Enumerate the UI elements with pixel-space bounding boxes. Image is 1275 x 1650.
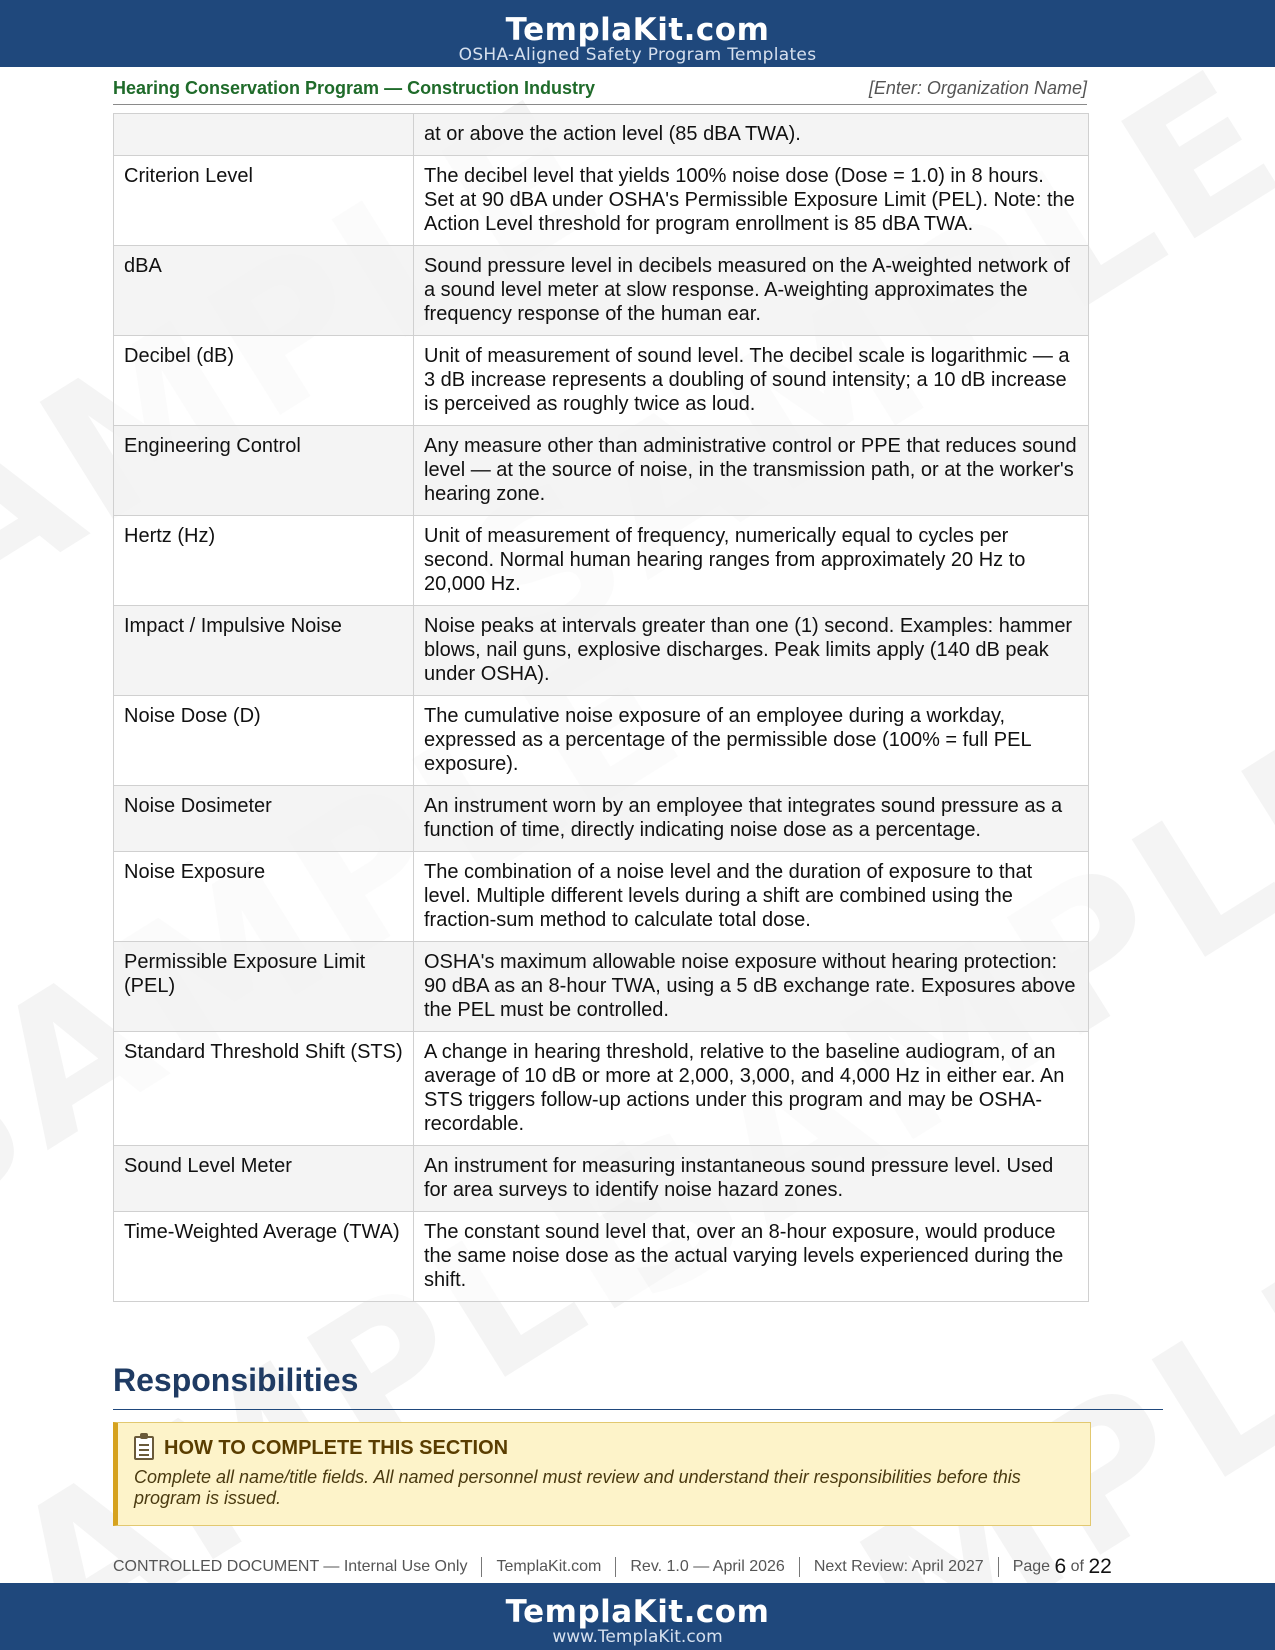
glossary-definition: Noise peaks at intervals greater than one (1) second. Examples: hammer blows, nail guns, explosive discharges. Peak limits apply (140 dB peak under OSHA). bbox=[414, 606, 1089, 696]
footer-divider bbox=[481, 1557, 482, 1577]
table-row bbox=[114, 246, 1089, 336]
document-header bbox=[113, 76, 1087, 105]
brand-title: TemplaKit.com bbox=[505, 12, 770, 48]
glossary-term: Decibel (dB) bbox=[114, 336, 414, 426]
how-to-heading-row bbox=[134, 1435, 1074, 1461]
table-row bbox=[114, 1032, 1089, 1146]
glossary-definition: The cumulative noise exposure of an employee during a workday, expressed as a percentage of the permissible dose (100% = full PEL exposure). bbox=[414, 696, 1089, 786]
glossary-definition: A change in hearing threshold, relative to the baseline audiogram, of an average of 10 dB or more at 2,000, 3,000, and 4,000 Hz in either ear. An STS triggers follow-up actions under this program and may be OSHA-recordable. bbox=[414, 1032, 1089, 1146]
footer-brand-title: TemplaKit.com bbox=[505, 1594, 770, 1630]
how-to-callout bbox=[113, 1422, 1091, 1526]
glossary-definition: at or above the action level (85 dBA TWA). bbox=[414, 114, 1089, 156]
brand-tagline: OSHA-Aligned Safety Program Templates bbox=[458, 45, 817, 65]
table-row bbox=[114, 852, 1089, 942]
footer-revision: Rev. 1.0 — April 2026 bbox=[630, 1558, 785, 1575]
footer-divider bbox=[799, 1557, 800, 1577]
glossary-term: Standard Threshold Shift (STS) bbox=[114, 1032, 414, 1146]
table-row bbox=[114, 1212, 1089, 1302]
table-row bbox=[114, 426, 1089, 516]
top-banner bbox=[0, 0, 1275, 67]
glossary-definition: The decibel level that yields 100% noise dose (Dose = 1.0) in 8 hours. Set at 90 dBA under OSHA's Permissible Exposure Limit (PEL). Note: the Action Level threshold for program enrollment is 85 dBA TWA. bbox=[414, 156, 1089, 246]
glossary-table bbox=[113, 113, 1089, 1302]
bottom-banner bbox=[0, 1583, 1275, 1650]
glossary-definition: OSHA's maximum allowable noise exposure without hearing protection: 90 dBA as an 8-hour TWA, using a 5 dB exchange rate. Exposures above the PEL must be controlled. bbox=[414, 942, 1089, 1032]
footer-divider bbox=[998, 1557, 999, 1577]
glossary-term: Engineering Control bbox=[114, 426, 414, 516]
glossary-term: Sound Level Meter bbox=[114, 1146, 414, 1212]
table-row bbox=[114, 336, 1089, 426]
program-title: Hearing Conservation Program — Construction Industry bbox=[113, 78, 596, 98]
table-row bbox=[114, 516, 1089, 606]
footer-page-current: 6 bbox=[1054, 1555, 1067, 1578]
how-to-heading: HOW TO COMPLETE THIS SECTION bbox=[164, 1437, 509, 1459]
glossary-definition: The constant sound level that, over an 8-hour exposure, would produce the same noise dose as the actual varying levels experienced during the shift. bbox=[414, 1212, 1089, 1302]
glossary-term: Impact / Impulsive Noise bbox=[114, 606, 414, 696]
glossary-term: dBA bbox=[114, 246, 414, 336]
glossary-definition: Unit of measurement of frequency, numerically equal to cycles per second. Normal human hearing ranges from approximately 20 Hz to 20,000 Hz. bbox=[414, 516, 1089, 606]
organization-name-placeholder: [Enter: Organization Name] bbox=[868, 78, 1087, 98]
document-footer bbox=[113, 1553, 1163, 1581]
footer-next-review: Next Review: April 2027 bbox=[813, 1558, 984, 1575]
table-row bbox=[114, 114, 1089, 156]
glossary-definition: The combination of a noise level and the duration of exposure to that level. Multiple different levels during a shift are combined using the fraction-sum method to calculate total dose. bbox=[414, 852, 1089, 942]
table-row bbox=[114, 786, 1089, 852]
how-to-body: Complete all name/title fields. All named personnel must review and understand their responsibilities before this program is issued. bbox=[134, 1467, 1021, 1508]
clipboard-icon bbox=[134, 1436, 154, 1460]
table-row bbox=[114, 156, 1089, 246]
footer-brand-url: www.TemplaKit.com bbox=[552, 1627, 723, 1647]
table-row bbox=[114, 696, 1089, 786]
glossary-definition: Any measure other than administrative control or PPE that reduces sound level — at the source of noise, in the transmission path, or at the worker's hearing zone. bbox=[414, 426, 1089, 516]
footer-page-of: of bbox=[1070, 1558, 1084, 1575]
footer-controlled: CONTROLLED DOCUMENT — Internal Use Only bbox=[113, 1558, 468, 1575]
table-row bbox=[114, 942, 1089, 1032]
footer-site: TemplaKit.com bbox=[496, 1558, 602, 1575]
glossary-term: Hertz (Hz) bbox=[114, 516, 414, 606]
glossary-definition: An instrument worn by an employee that integrates sound pressure as a function of time, directly indicating noise dose as a percentage. bbox=[414, 786, 1089, 852]
glossary-term: Noise Dosimeter bbox=[114, 786, 414, 852]
footer-divider bbox=[615, 1557, 616, 1577]
section-title: Responsibilities bbox=[113, 1358, 1163, 1410]
glossary-term: Noise Dose (D) bbox=[114, 696, 414, 786]
glossary-term: Criterion Level bbox=[114, 156, 414, 246]
glossary-term: Permissible Exposure Limit (PEL) bbox=[114, 942, 414, 1032]
glossary-definition: An instrument for measuring instantaneous sound pressure level. Used for area surveys to identify noise hazard zones. bbox=[414, 1146, 1089, 1212]
table-row bbox=[114, 1146, 1089, 1212]
glossary-definition: Unit of measurement of sound level. The decibel scale is logarithmic — a 3 dB increase represents a doubling of sound intensity; a 10 dB increase is perceived as roughly twice as loud. bbox=[414, 336, 1089, 426]
footer-page-total: 22 bbox=[1088, 1555, 1112, 1578]
glossary-definition: Sound pressure level in decibels measured on the A-weighted network of a sound level meter at slow response. A-weighting approximates the frequency response of the human ear. bbox=[414, 246, 1089, 336]
glossary-term: Noise Exposure bbox=[114, 852, 414, 942]
glossary-term bbox=[114, 114, 414, 156]
table-row bbox=[114, 606, 1089, 696]
glossary-term: Time-Weighted Average (TWA) bbox=[114, 1212, 414, 1302]
footer-page-label: Page bbox=[1012, 1558, 1051, 1575]
